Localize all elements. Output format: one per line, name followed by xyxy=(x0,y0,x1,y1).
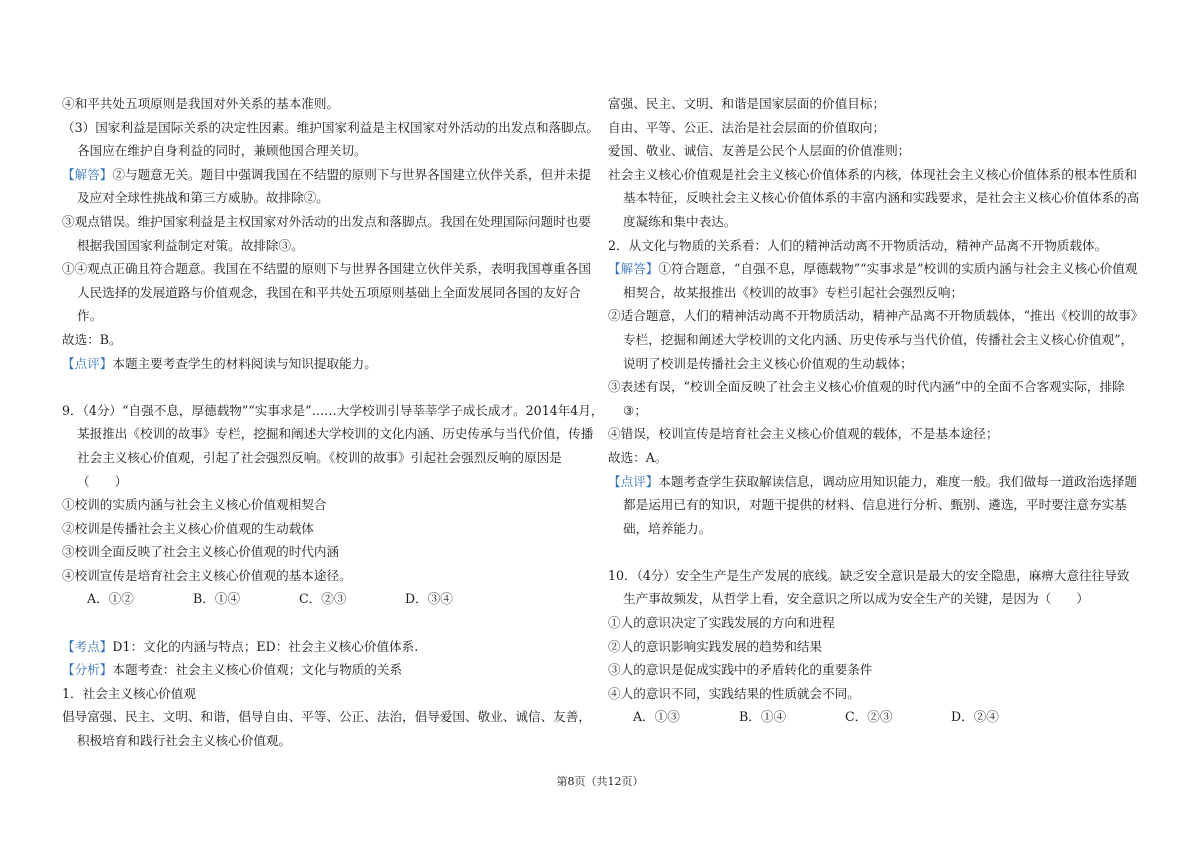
text-line xyxy=(62,399,604,423)
blank-line xyxy=(608,540,1140,564)
line-text: ①校训的实质内涵与社会主义核心价值观相契合 xyxy=(62,497,327,513)
text-line xyxy=(608,635,1140,659)
line-text: 社会主义核心价值观，引起了社会强烈反响。《校训的故事》引起社会强烈反响的原因是 xyxy=(77,449,562,465)
text-line xyxy=(608,564,1140,588)
line-text: ②适合题意，人们的精神活动离不开物质活动，精神产品离不开物质载体，“推出《校训的故事》 xyxy=(608,308,1144,324)
line-text: D1：文化的内涵与特点；ED：社会主义核心价值体系. xyxy=(112,638,419,654)
text-line xyxy=(608,139,1140,163)
answer-option: B．①④ xyxy=(739,709,787,725)
line-text: ③表述有误，“校训全面反映了社会主义核心价值观的时代内涵”中的全面不合客观实际，排除 xyxy=(608,379,1125,395)
text-line xyxy=(608,446,1140,470)
line-text: 自由、平等、公正、法治是社会层面的价值取向； xyxy=(608,119,886,135)
text-line xyxy=(608,658,1140,682)
text-line xyxy=(608,470,1140,494)
section-tag: 【考点】 xyxy=(62,638,113,654)
line-text: ①符合题意，“自强不息，厚德载物”“实事求是”校训的实质内涵与社会主义核心价值观 xyxy=(658,261,1138,277)
text-line xyxy=(608,163,1140,187)
left-column xyxy=(62,92,604,753)
text-line xyxy=(62,446,592,470)
blank-line xyxy=(62,375,592,399)
line-text: 度凝练和集中表达。 xyxy=(623,213,737,229)
text-line xyxy=(62,92,592,116)
text-line xyxy=(62,116,599,140)
text-line xyxy=(62,682,592,706)
line-text: 根据我国国家利益制定对策。故排除③。 xyxy=(77,237,304,253)
text-line xyxy=(608,281,1140,305)
section-tag: 【解答】 xyxy=(62,166,113,182)
line-text: 人民选择的发展道路与价值观念，我国在和平共处五项原则基础上全面发展同各国的友好合 xyxy=(77,284,581,300)
text-line xyxy=(62,257,592,281)
text-line xyxy=(62,705,592,729)
text-line xyxy=(62,564,592,588)
line-text: 本题考查学生获取解读信息，调动应用知识能力，难度一般。我们做每一道政治选择题 xyxy=(658,473,1137,489)
text-line xyxy=(62,422,592,446)
answer-options xyxy=(62,587,592,611)
text-line xyxy=(62,210,592,234)
answer-option: C．②③ xyxy=(845,709,893,725)
section-tag: 【分析】 xyxy=(62,662,113,678)
line-text: 某报推出《校训的故事》专栏，挖掘和阐述大学校训的文化内涵、历史传承与当代价值，传播 xyxy=(77,426,594,442)
line-text: 生产事故频发，从哲学上看，安全意识之所以成为安全生产的关键，是因为（ ） xyxy=(623,591,1089,607)
page-footer: 第8页（共12页） xyxy=(556,775,644,788)
text-line xyxy=(62,540,592,564)
line-text: ④和平共处五项原则是我国对外关系的基本准则。 xyxy=(62,96,340,111)
line-text: 富强、民主、文明、和谐是国家层面的价值目标； xyxy=(608,96,886,111)
text-line xyxy=(608,234,1140,258)
text-line xyxy=(608,352,1140,376)
line-text: 各国应在维护自身利益的同时，兼顾他国合理关切。 xyxy=(77,143,367,159)
line-text: 本题考查：社会主义核心价值观；文化与物质的关系 xyxy=(112,662,403,678)
line-text: 10．（4分）安全生产是生产发展的底线。缺乏安全意识是最大的安全隐患，麻痹大意往往导致 xyxy=(608,567,1130,583)
line-text: ④校训宣传是培育社会主义核心价值观的基本途径。 xyxy=(62,567,352,583)
right-column xyxy=(608,92,1144,729)
text-line xyxy=(608,210,1140,234)
line-text: 9．（4分）“自强不息，厚德载物”“实事求是”……大学校训引导莘莘学子成长成才。2014年4月， xyxy=(62,402,604,418)
text-line xyxy=(62,517,592,541)
text-line xyxy=(608,116,1140,140)
line-text: 故选：A。 xyxy=(608,449,668,465)
text-line xyxy=(62,352,592,376)
line-text: 本题主要考查学生的材料阅读与知识提取能力。 xyxy=(112,355,377,371)
line-text: ②人的意识影响实践发展的趋势和结果 xyxy=(608,638,823,654)
line-text: 都是运用已有的知识，对题干提供的材料、信息进行分析、甄别、遴选，平时要注意夯实基 xyxy=(623,497,1127,513)
line-text: ③人的意识是促成实践中的矛盾转化的重要条件 xyxy=(608,662,873,678)
answer-option: C．②③ xyxy=(299,591,347,607)
text-line xyxy=(608,682,1140,706)
text-line xyxy=(608,257,1140,281)
text-line xyxy=(608,92,1140,116)
text-line xyxy=(608,587,1140,611)
line-text: 爱国、敬业、诚信、友善是公民个人层面的价值准则； xyxy=(608,143,911,159)
line-text: 相契合，故某报推出《校训的故事》专栏引起社会强烈反响； xyxy=(623,284,964,300)
text-line xyxy=(62,658,592,682)
line-text: ③观点错误。维护国家利益是主权国家对外活动的出发点和落脚点。我国在处理国际问题时也要 xyxy=(62,213,591,229)
line-text: ③校训全面反映了社会主义核心价值观的时代内涵 xyxy=(62,544,340,560)
line-text: 1．社会主义核心价值观 xyxy=(62,685,196,701)
text-line xyxy=(62,304,592,328)
line-text: 积极培育和践行社会主义核心价值观。 xyxy=(77,733,292,749)
line-text: 作。 xyxy=(77,308,103,324)
text-line xyxy=(608,186,1140,210)
text-line xyxy=(608,304,1144,328)
line-text: 专栏，挖掘和阐述大学校训的文化内涵、历史传承与当代价值，传播社会主义核心价值观”， xyxy=(623,331,1134,347)
answer-option: D．③④ xyxy=(405,591,453,607)
answer-option: A．①③ xyxy=(633,709,680,725)
answer-options xyxy=(608,705,1140,729)
text-line xyxy=(608,611,1140,635)
section-tag: 【点评】 xyxy=(608,473,659,489)
text-line xyxy=(608,399,1140,423)
text-line xyxy=(608,422,1140,446)
text-line xyxy=(608,328,1140,352)
line-text: ①④观点正确且符合题意。我国在不结盟的原则下与世界各国建立伙伴关系，表明我国尊重各国 xyxy=(62,261,591,277)
text-line xyxy=(62,493,592,517)
text-line xyxy=(62,186,592,210)
text-line xyxy=(62,163,592,187)
line-text: 2．从文化与物质的关系看：人们的精神活动离不开物质活动，精神产品离不开物质载体。 xyxy=(608,237,1108,253)
blank-line xyxy=(62,611,592,635)
line-text: ④错误，校训宣传是培育社会主义核心价值观的载体，不是基本途径； xyxy=(608,426,999,442)
line-text: ②与题意无关。题目中强调我国在不结盟的原则下与世界各国建立伙伴关系，但并未提 xyxy=(112,166,591,182)
line-text: 及应对全球性挑战和第三方威胁。故排除②。 xyxy=(77,190,329,206)
line-text: ①人的意识决定了实践发展的方向和进程 xyxy=(608,615,835,631)
section-tag: 【解答】 xyxy=(608,261,659,277)
line-text: ②校训是传播社会主义核心价值观的生动载体 xyxy=(62,520,314,536)
line-text: （3）国家利益是国际关系的决定性因素。维护国家利益是主权国家对外活动的出发点和落脚点。 xyxy=(62,119,599,135)
section-tag: 【点评】 xyxy=(62,355,113,371)
answer-option: A．①② xyxy=(87,591,134,607)
text-line xyxy=(62,281,592,305)
text-line xyxy=(608,517,1140,541)
line-text: 社会主义核心价值观是社会主义核心价值体系的内核，体现社会主义核心价值体系的根本性质和 xyxy=(608,166,1137,182)
line-text: 故选：B。 xyxy=(62,331,122,347)
line-text: 说明了校训是传播社会主义核心价值观的生动载体； xyxy=(623,355,913,371)
answer-option: B．①④ xyxy=(193,591,241,607)
answer-option: D．②④ xyxy=(951,709,999,725)
text-line xyxy=(62,635,592,659)
text-line xyxy=(62,729,592,753)
line-text: ③； xyxy=(623,402,647,418)
text-line xyxy=(62,328,592,352)
line-text: 基本特征，反映社会主义核心价值体系的丰富内涵和实践要求，是社会主义核心价值体系的高 xyxy=(623,190,1140,206)
line-text: 础，培养能力。 xyxy=(623,520,712,536)
text-line xyxy=(608,375,1140,399)
line-text: ④人的意识不同，实践结果的性质就会不同。 xyxy=(608,685,860,701)
line-text: 倡导富强、民主、文明、和谐，倡导自由、平等、公正、法治，倡导爱国、敬业、诚信、友善， xyxy=(62,709,591,725)
text-line xyxy=(62,470,592,494)
line-text: （ ） xyxy=(77,473,128,489)
text-line xyxy=(62,139,592,163)
text-line xyxy=(62,234,592,258)
text-line xyxy=(608,493,1140,517)
